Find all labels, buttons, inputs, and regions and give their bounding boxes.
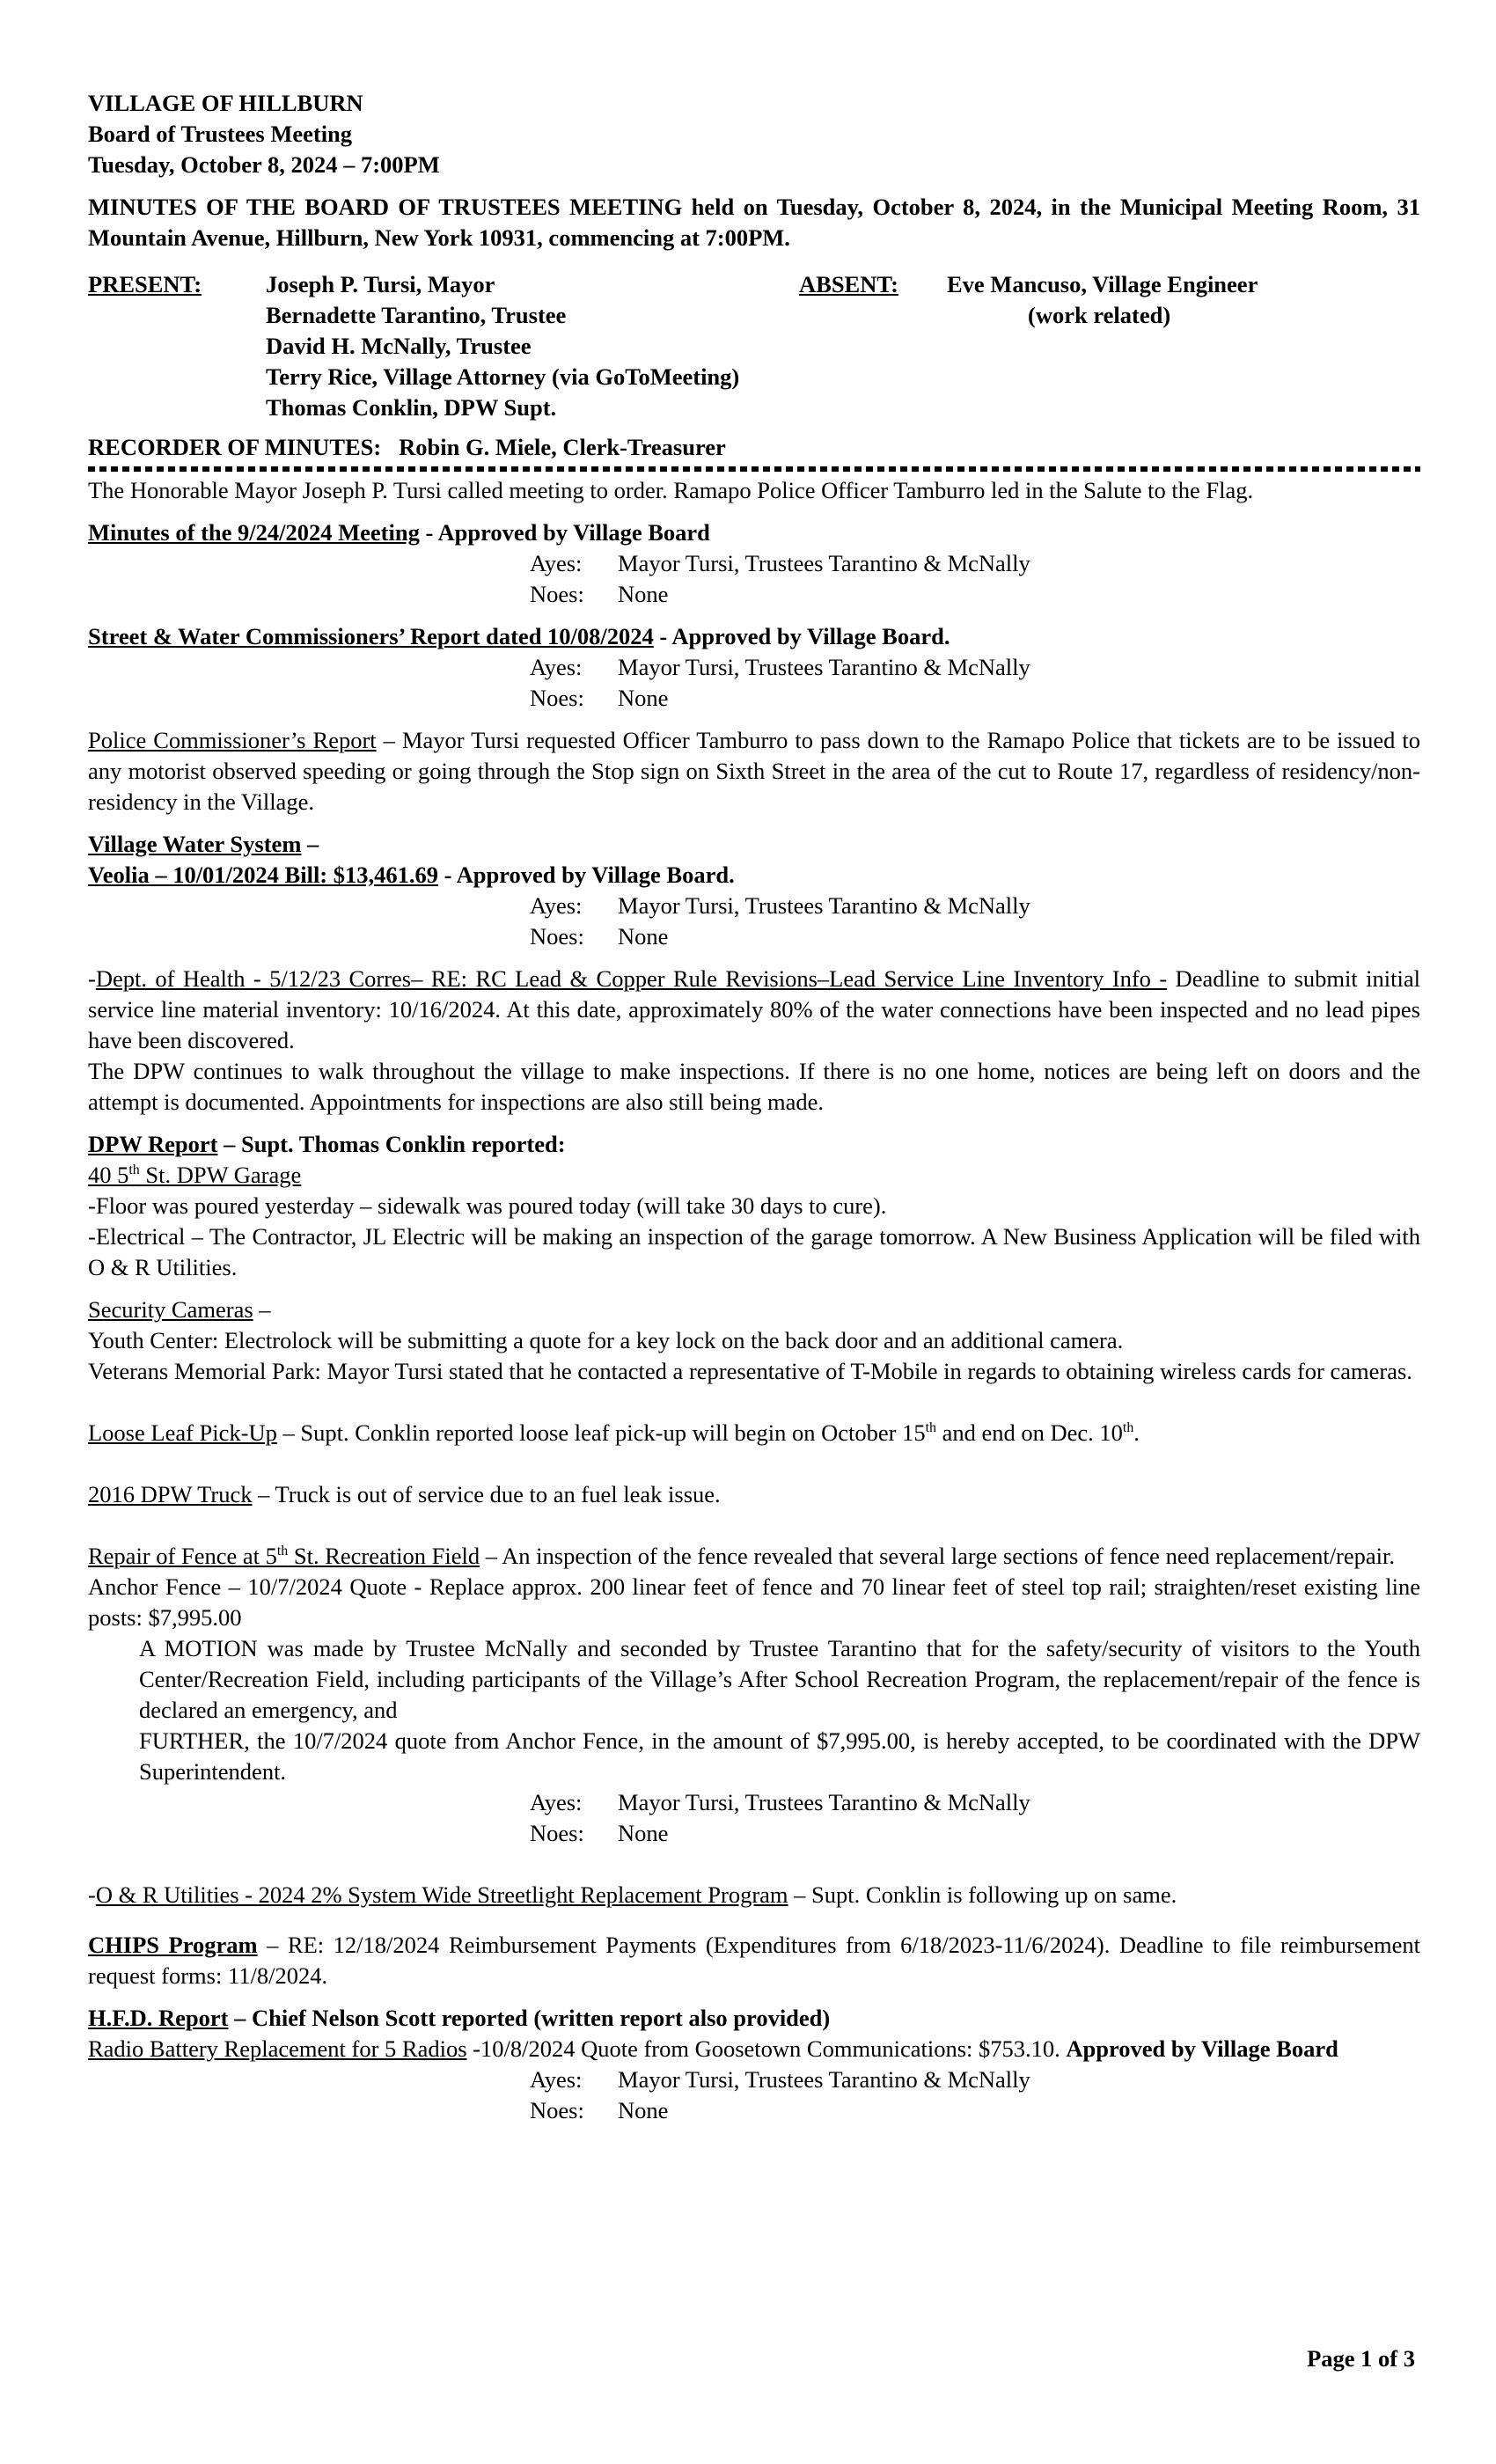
page-number: Page 1 of 3 bbox=[1307, 2345, 1415, 2372]
present-name: David H. McNally, Trustee bbox=[266, 333, 532, 359]
police-title: Police Commissioner’s Report bbox=[88, 727, 377, 753]
dpw-inspection-text: The DPW continues to walk throughout the village to make inspections. If there is no one home, notices are being left on doors and the attempt is documented. Appointments for inspections are also still being made. bbox=[88, 1058, 1420, 1115]
present-name: Bernadette Tarantino, Trustee bbox=[266, 302, 567, 328]
vote-record bbox=[88, 652, 1420, 714]
hfd-title: H.F.D. Report bbox=[88, 2005, 229, 2031]
noes-value: None bbox=[618, 1820, 669, 1846]
vote-record bbox=[88, 891, 1420, 952]
police-report bbox=[88, 725, 1420, 818]
radio-title: Radio Battery Replacement for 5 Radios bbox=[88, 2035, 467, 2062]
minutes-approval-section bbox=[88, 517, 1420, 610]
veterans-park-text: Veterans Memorial Park: Mayor Tursi stated that he contacted a representative of T-Mobile in regards to obtaining wireless cards for cameras. bbox=[88, 1358, 1412, 1384]
health-department-section: -Dept. of Health - 5/12/23 Corres– RE: RC Lead & Copper Rule Revisions–Lead Service Line Inventory Info - Deadline to submit initial service line material inventory: 10/16/2024. At this date, approximately 80% of the water connections have been inspected and no lead pipes have been discovered. The DPW continues to walk throughout the village to make inspections. If there is no one home, notices are being left on doors and the attempt is documented. Appointments for inspections are also still being made. bbox=[88, 964, 1420, 1118]
water-system-section: Village Water System – Veolia – 10/01/2024 Bill: $13,461.69 - Approved by Village Board. Ayes: Mayor Tursi, Trustees Tarantino & McNally Noes: None bbox=[88, 829, 1420, 952]
noes-label: Noes: bbox=[530, 2097, 584, 2123]
ayes-value: Mayor Tursi, Trustees Tarantino & McNally bbox=[618, 892, 1030, 919]
commissioners-report-section bbox=[88, 621, 1420, 714]
noes-label: Noes: bbox=[530, 685, 584, 711]
noes-label: Noes: bbox=[530, 581, 584, 607]
present-label: PRESENT: bbox=[88, 271, 202, 297]
motion-further-text: FURTHER, the 10/7/2024 quote from Anchor Fence, in the amount of $7,995.00, is hereby accepted, to be coordinated with the DPW Superintendent. bbox=[139, 1727, 1420, 1785]
minutes-action: - Approved by Village Board bbox=[419, 519, 710, 546]
vote-record bbox=[88, 2064, 1420, 2126]
noes-label: Noes: bbox=[530, 923, 584, 950]
veolia-action: - Approved by Village Board. bbox=[438, 862, 735, 888]
cameras-title: Security Cameras bbox=[88, 1296, 253, 1323]
ayes-value: Mayor Tursi, Trustees Tarantino & McNally bbox=[618, 654, 1030, 680]
ayes-value: Mayor Tursi, Trustees Tarantino & McNally bbox=[618, 2066, 1030, 2093]
chips-program: CHIPS Program – RE: 12/18/2024 Reimbursement Payments (Expenditures from 6/18/2023-11/6/2024). Deadline to file reimbursement request forms: 11/8/2024. bbox=[88, 1932, 1420, 1989]
noes-label: Noes: bbox=[530, 1820, 584, 1846]
ayes-label: Ayes: bbox=[530, 1789, 583, 1815]
meeting-name: Board of Trustees Meeting bbox=[88, 121, 353, 147]
police-text: – Mayor Tursi requested Officer Tamburro to pass down to the Ramapo Police that tickets are to be issued to any motorist observed speeding or going through the Stop sign on Sixth Street in the area of the cut to Route 17, regardless of residency/non-residency in the Village. bbox=[88, 727, 1420, 815]
motion-text: A MOTION was made by Trustee McNally and seconded by Trustee Tarantino that for the safety/security of visitors to the Youth Center/Recreation Field, including participants of the Village’s After School Recreation Program, the replacement/repair of the fence is declared an emergency, and bbox=[139, 1635, 1420, 1723]
document-header bbox=[88, 88, 1420, 180]
noes-value: None bbox=[618, 581, 669, 607]
call-to-order: The Honorable Mayor Joseph P. Tursi called meeting to order. Ramapo Police Officer Tamburro led in the Salute to the Flag. bbox=[88, 477, 1254, 503]
doh-title: Dept. of Health - 5/12/23 Corres– RE: RC Lead & Copper Rule Revisions–Lead Service Line Inventory Info - bbox=[95, 965, 1168, 992]
ayes-label: Ayes: bbox=[530, 550, 583, 576]
floor-text: -Floor was poured yesterday – sidewalk was poured today (will take 30 days to cure). bbox=[88, 1192, 887, 1219]
hfd-report-section: H.F.D. Report – Chief Nelson Scott reported (written report also provided) Radio Battery Replacement for 5 Radios -10/8/2024 Quote from Goosetown Communications: $753.10. Approved by Village Board Ayes: Mayor Tursi, Trustees Tarantino & McNally Noes: None bbox=[88, 2003, 1420, 2126]
ayes-label: Ayes: bbox=[530, 2066, 583, 2093]
commissioners-action: - Approved by Village Board. bbox=[653, 623, 950, 649]
garage-heading: 40 5th St. DPW Garage bbox=[88, 1162, 302, 1188]
attendance-block bbox=[88, 269, 1420, 460]
leaf-pickup: Loose Leaf Pick-Up – Supt. Conklin reported loose leaf pick-up will begin on October 15th and end on Dec. 10th. bbox=[88, 1419, 1140, 1446]
section-divider bbox=[88, 466, 1420, 472]
vote-record bbox=[88, 548, 1420, 610]
absent-note: (work related) bbox=[1028, 302, 1171, 328]
noes-value: None bbox=[618, 685, 669, 711]
absent-name: Eve Mancuso, Village Engineer bbox=[947, 271, 1258, 297]
minutes-title: Minutes of the 9/24/2024 Meeting bbox=[88, 519, 420, 546]
anchor-fence-quote: Anchor Fence – 10/7/2024 Quote - Replace approx. 200 linear feet of fence and 70 linear feet of steel top rail; straighten/reset existing line posts: $7,995.00 bbox=[88, 1573, 1420, 1631]
village-name: VILLAGE OF HILLBURN bbox=[88, 90, 363, 116]
ayes-label: Ayes: bbox=[530, 654, 583, 680]
present-name: Thomas Conklin, DPW Supt. bbox=[266, 394, 557, 421]
ayes-value: Mayor Tursi, Trustees Tarantino & McNally bbox=[618, 550, 1030, 576]
noes-value: None bbox=[618, 2097, 669, 2123]
absent-label: ABSENT: bbox=[799, 271, 898, 297]
oru-streetlight: -O & R Utilities - 2024 2% System Wide Streetlight Replacement Program – Supt. Conklin is following up on same. bbox=[88, 1881, 1177, 1908]
security-cameras-section: Security Cameras – Youth Center: Electrolock will be submitting a quote for a key lock on the back door and an additional camera. Veterans Memorial Park: Mayor Tursi stated that he contacted a representative of T-Mobile in regards to obtaining wireless cards for cameras. bbox=[88, 1294, 1420, 1387]
commissioners-title: Street & Water Commissioners’ Report dated 10/08/2024 bbox=[88, 623, 654, 649]
water-title: Village Water System bbox=[88, 831, 302, 857]
noes-value: None bbox=[618, 923, 669, 950]
veolia-bill: Veolia – 10/01/2024 Bill: $13,461.69 bbox=[88, 862, 439, 888]
present-name: Terry Rice, Village Attorney (via GoToMeeting) bbox=[266, 363, 740, 390]
doh-text: Deadline to submit initial service line material inventory: 10/16/2024. At this date, approximately 80% of the water connections have been inspected and no lead pipes have been discovered. bbox=[88, 965, 1420, 1053]
ayes-value: Mayor Tursi, Trustees Tarantino & McNally bbox=[618, 1789, 1030, 1815]
vote-record bbox=[88, 1787, 1420, 1849]
recorder-line: RECORDER OF MINUTES: Robin G. Miele, Clerk-Treasurer bbox=[88, 434, 726, 460]
fence-repair-section: Repair of Fence at 5th St. Recreation Field – An inspection of the fence revealed that several large sections of fence need replacement/repair. Anchor Fence – 10/7/2024 Quote - Replace approx. 200 linear feet of fence and 70 linear feet of steel top rail; straighten/reset existing line posts: $7,995.00 A MOTION was made by Trustee McNally and seconded by Trustee Tarantino that for the safety/security of visitors to the Youth Center/Recreation Field, including participants of the Village’s After School Recreation Program, the replacement/repair of the fence is declared an emergency, and FURTHER, the 10/7/2024 quote from Anchor Fence, in the amount of $7,995.00, is hereby accepted, to be coordinated with the DPW Superintendent. Ayes: Mayor Tursi, Trustees Tarantino & McNally Noes: None bbox=[88, 1541, 1420, 1849]
meeting-date: Tuesday, October 8, 2024 – 7:00PM bbox=[88, 151, 440, 178]
youth-center-text: Youth Center: Electrolock will be submitting a quote for a key lock on the back door and an additional camera. bbox=[88, 1327, 1124, 1353]
dpw-title: DPW Report bbox=[88, 1131, 218, 1157]
intro-paragraph: MINUTES OF THE BOARD OF TRUSTEES MEETING held on Tuesday, October 8, 2024, in the Municipal Meeting Room, 31 Mountain Avenue, Hillburn, New York 10931, commencing at 7:00PM. bbox=[88, 194, 1420, 251]
fence-title: Repair of Fence at 5th St. Recreation Field bbox=[88, 1543, 480, 1569]
dpw-report-section: DPW Report – Supt. Thomas Conklin reported: 40 5th St. DPW Garage -Floor was poured yesterday – sidewalk was poured today (will take 30 days to cure). -Electrical – The Contractor, JL Electric will be making an inspection of the garage tomorrow. A New Business Application will be filed with O & R Utilities. bbox=[88, 1129, 1420, 1283]
present-name: Joseph P. Tursi, Mayor bbox=[266, 271, 495, 297]
minutes-page bbox=[88, 88, 1420, 2126]
dpw-truck: 2016 DPW Truck – Truck is out of service due to an fuel leak issue. bbox=[88, 1481, 721, 1507]
ayes-label: Ayes: bbox=[530, 892, 583, 919]
electrical-text: -Electrical – The Contractor, JL Electric will be making an inspection of the garage tomorrow. A New Business Application will be filed with O & R Utilities. bbox=[88, 1223, 1420, 1280]
